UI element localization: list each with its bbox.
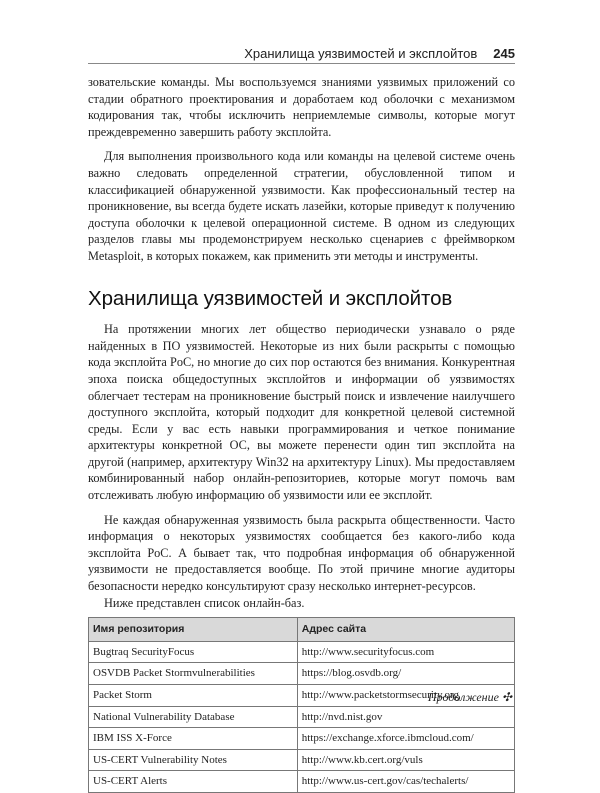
table-row [89,749,515,771]
repo-name-cell: OSVDB Packet Stormvulnerabilities [89,663,298,685]
running-header [88,36,515,64]
table-header-row [89,618,515,642]
page-number: 245 [493,46,515,61]
table-row [89,771,515,793]
paragraph: Для выполнения произвольного кода или команды на целевой системе очень важно следовать определенной стратегии, обусловленной типом и классификацией обнаруженной уязвимости. Как профессиональный тестер на проникновение, вы всегда будете искать лазейки, которые приведут к получению доступа оболочки к целевой операционной системе. В одном из следующих разделов главы мы продемонстрируем несколько сценариев с фреймворком Metasploit, в которых покажем, как применить эти методы и инструменты. [88,149,515,263]
repo-url-cell: http://www.kb.cert.org/vuls [297,749,514,771]
repo-name-cell: National Vulnerability Database [89,706,298,728]
repo-url-cell: https://blog.osvdb.org/ [297,663,514,685]
header-title: Хранилища уязвимостей и эксплойтов [244,46,478,61]
table-row [89,663,515,685]
repo-name-cell: US-CERT Alerts [89,771,298,793]
section-heading: Хранилища уязвимостей и эксплойтов [88,286,453,310]
continuation-note: Продолжение ✣ [427,690,512,704]
repo-url-cell: https://exchange.xforce.ibmcloud.com/ [297,728,514,750]
paragraph: Не каждая обнаруженная уязвимость была раскрыта общественности. Часто информация о некоторых уязвимостях сообщается без какого-либо кода эксплойта PoC. А бывает так, что подробная информация об обнаруженной уязвимости не предоставляется вообще. По этой причине многие аудиторы безопасности нередко консультируют сразу несколько интернет-ресурсов. [88,512,515,594]
column-header: Адрес сайта [297,618,514,642]
repo-name-cell: Packet Storm [89,685,298,707]
paragraph: На протяжении многих лет общество периодически узнавало о ряде найденных в ПО уязвимостей. Некоторые из них были раскрыты с помощью кода эксплойта PoC, но многие до сих пор остаются без внимания. Конкурентная эпоха поиска общедоступных эксплойтов и информации об уязвимостях облегчает тестерам на проникновение быстрый поиск и извлечение наилучшего доступного эксплойта, который подходит для конкретной целевой системной среды. Если у вас есть навыки программирования и четкое понимание архитектуры конкретной ОС, вы можете перенести один тип эксплойта на другой (например, архитектуру Win32 на архитектуру Linux). Мы предоставляем комбинированный набор онлайн-репозиториев, которые могут помочь вам отслеживать любую информацию об уязвимости или ее эксплойт. [88,322,515,503]
repo-url-cell: http://www.securityfocus.com [297,641,514,663]
repo-name-cell: US-CERT Vulnerability Notes [89,749,298,771]
paragraph: Ниже представлен список онлайн-баз. [104,595,305,610]
column-header: Имя репозитория [89,618,298,642]
repository-table [88,617,515,793]
page-body [88,74,515,793]
repo-name-cell: Bugtraq SecurityFocus [89,641,298,663]
table-row [89,706,515,728]
repo-name-cell: IBM ISS X-Force [89,728,298,750]
repo-url-cell: http://nvd.nist.gov [297,706,514,728]
repo-url-cell: http://www.us-cert.gov/cas/techalerts/ [297,771,514,793]
table-row [89,641,515,663]
repo-url-cell: http://www.packetstormsecurity.org [297,685,514,707]
paragraph: зовательские команды. Мы воспользуемся знаниями уязвимых приложений со стадии обратного проектирования и доработаем код оболочки с механизмом кодирования так, чтобы исключить неприемлемые символы, которые могут преждевременно завершить работу эксплойта. [88,75,515,139]
table-row [89,728,515,750]
